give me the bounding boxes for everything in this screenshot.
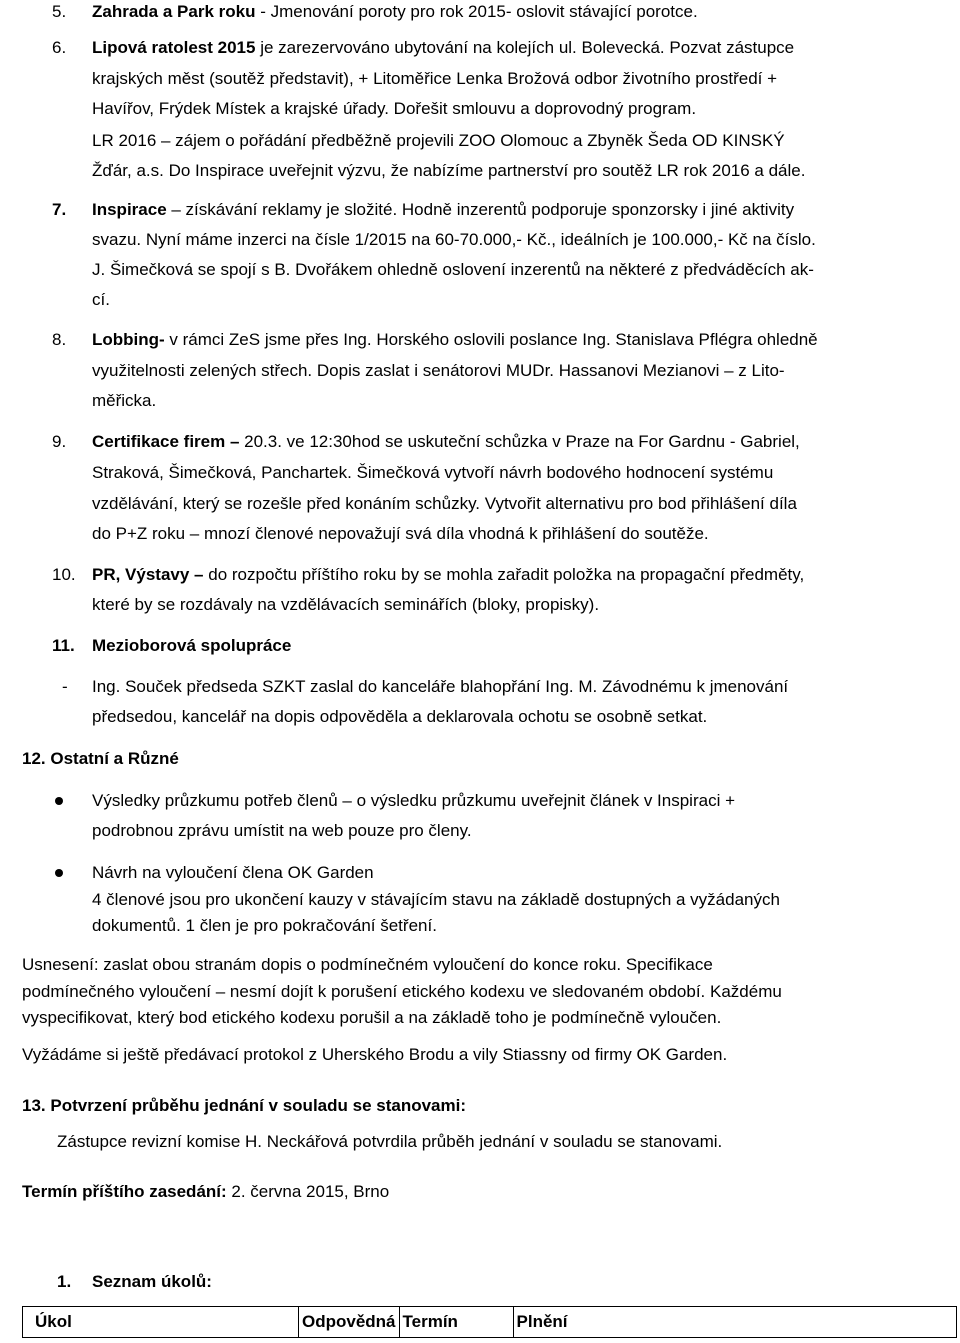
resolution-line-2: podmínečného vyloučení – nesmí dojít k porušení etického kodexu ve sledovaném období. Každému (22, 982, 782, 1001)
item-text-line-1: je zarezervováno ubytování na kolejích ul. Bolevecká. Pozvat zástupce (255, 38, 795, 57)
resolution-line-3: vyspecifikovat, který bod etického kodexu porušil a na základě toho je podmínečně vyloučen. (22, 1008, 722, 1027)
item-number: 11. (52, 636, 75, 655)
dash-marker: - (62, 677, 68, 696)
bullet-2-line-2: 4 členové jsou pro ukončení kauzy v stávajícím stavu na základě dostupných a vyžádaných (92, 890, 780, 909)
bullet-1-line-2: podrobnou zprávu umístit na web pouze pro členy. (92, 821, 472, 840)
item-title: Mezioborová spolupráce (92, 636, 292, 655)
item-text-line-2: svazu. Nyní máme inzerci na čísle 1/2015 na 60-70.000,- Kč., ideálních je 100.000,- Kč na číslo. (92, 230, 816, 249)
item-text-line-1: Zástupce revizní komise H. Neckářová potvrdila průběh jednání v souladu se stanovami. (57, 1132, 723, 1151)
section-title: 13. Potvrzení průběhu jednání v souladu se stanovami: (22, 1096, 466, 1115)
item-text-line-4: cí. (92, 290, 110, 309)
item-text-line-1: v rámci ZeS jsme přes Ing. Horského oslovili poslance Ing. Stanislava Pflégra ohledně (164, 330, 818, 349)
task-table (22, 1306, 957, 1338)
col-header-responsible: Odpovědná (299, 1307, 400, 1338)
resolution-line-1: Usnesení: zaslat obou stranám dopis o podmínečném vyloučení do konce roku. Specifikace (22, 955, 713, 974)
item-number: 8. (52, 330, 67, 349)
item-title: Lipová ratolest 2015 (92, 38, 256, 57)
bullet-icon (55, 869, 63, 877)
item-number: 7. (52, 200, 67, 219)
heading-number: 1. (57, 1272, 72, 1291)
item-text-line-2: předsedou, kancelář na dopis odpověděla a deklarovala ochotu se osobně setkat. (92, 707, 708, 726)
item-title: PR, Výstavy – (92, 565, 204, 584)
item-text-line-4: LR 2016 – zájem o pořádání předběžně projevili ZOO Olomouc a Zbyněk Šeda OD KINSKÝ (92, 131, 785, 150)
item-number: 5. (52, 2, 67, 21)
item-text-line-2: využitelnosti zelených střech. Dopis zaslat i senátorovi MUDr. Hassanovi Mezianovi – z Lito- (92, 361, 785, 380)
bullet-icon (55, 797, 63, 805)
item-title: Lobbing- (92, 330, 165, 349)
bullet-1-line-1: Výsledky průzkumu potřeb členů – o výsledku průzkumu uveřejnit článek v Inspiraci + (92, 791, 736, 810)
item-text-line-1: – získávání reklamy je složité. Hodně inzerentů podporuje sponzorsky i jiné aktivity (166, 200, 795, 219)
bullet-2-line-1: Návrh na vyloučení člena OK Garden (92, 863, 374, 882)
item-text-line-2: krajských měst (soutěž představit), + Litoměřice Lenka Brožová odbor životního prostředí + (92, 69, 778, 88)
item-title: Zahrada a Park roku (92, 2, 256, 21)
request-line: Vyžádáme si ještě předávací protokol z Uherského Brodu a vily Stiassny od firmy OK Garden. (22, 1045, 728, 1064)
item-number: 6. (52, 38, 67, 57)
item-title: Certifikace firem – (92, 432, 240, 451)
item-text-line-1: do rozpočtu příštího roku by se mohla zařadit položka na propagační předměty, (203, 565, 805, 584)
item-number: 10. (52, 565, 76, 584)
item-text-line-5: Žďár, a.s. Do Inspirace uveřejnit výzvu, že nabízíme partnerství pro soutěž LR rok 2016 a dále. (92, 161, 806, 180)
item-text-line-3: měřicka. (92, 391, 157, 410)
item-text-line-3: vzdělávání, který se rozešle před konáním schůzky. Vytvořit alternativu pro bod přihlášení díla (92, 494, 797, 513)
col-header-task: Úkol (23, 1307, 299, 1338)
item-title: Inspirace (92, 200, 167, 219)
next-meeting-value: 2. června 2015, Brno (226, 1182, 390, 1201)
item-text: - Jmenování poroty pro rok 2015- oslovit stávající porotce. (255, 2, 698, 21)
table-header-row (23, 1307, 957, 1338)
item-text-line-2: Straková, Šimečková, Panchartek. Šimečková vytvoří návrh bodového hodnocení systému (92, 463, 774, 482)
section-title: 12. Ostatní a Různé (22, 749, 179, 768)
item-text-line-3: Havířov, Frýdek Místek a krajské úřady. Dořešit smlouvu a doprovodný program. (92, 99, 697, 118)
col-header-fulfillment: Plnění (513, 1307, 956, 1338)
col-header-deadline: Termín (399, 1307, 513, 1338)
heading-title: Seznam úkolů: (92, 1272, 212, 1291)
bullet-2-line-3: dokumentů. 1 člen je pro pokračování šetření. (92, 916, 437, 935)
next-meeting (22, 1182, 389, 1202)
item-number: 9. (52, 432, 67, 451)
item-text-line-1: 20.3. ve 12:30hod se uskuteční schůzka v Praze na For Gardnu - Gabriel, (239, 432, 800, 451)
item-text-line-4: do P+Z roku – mnozí členové nepovažují svá díla vhodná k přihlášení do soutěže. (92, 524, 709, 543)
item-text-line-3: J. Šimečková se spojí s B. Dvořákem ohledně oslovení inzerentů na některé z předváděcích ak- (92, 260, 814, 279)
item-text-line-1: Ing. Souček předseda SZKT zaslal do kanceláře blahopřání Ing. M. Závodnému k jmenování (92, 677, 789, 696)
next-meeting-label: Termín příštího zasedání: (22, 1182, 227, 1201)
item-text-line-2: které by se rozdávaly na vzdělávacích seminářích (bloky, propisky). (92, 595, 600, 614)
